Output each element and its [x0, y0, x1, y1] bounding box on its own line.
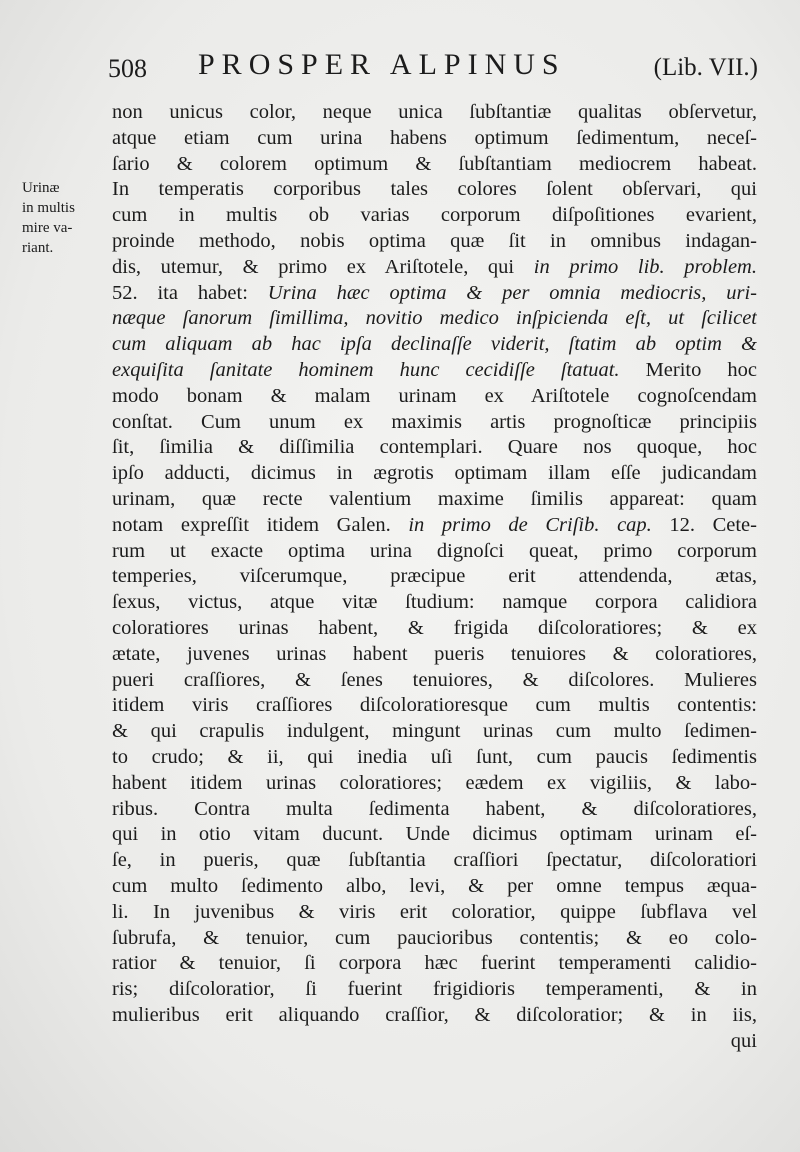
body-text: [112, 100, 757, 1054]
text-line: coloratiores urinas habent, & frigida diſcoloratiores; & ex: [112, 616, 757, 639]
text-line: næque ſanorum ſimillima, novitio medico inſpicienda eſt, ut ſcilicet: [112, 307, 757, 330]
marginal-note-line: riant.: [22, 240, 54, 256]
marginal-note-line: in multis: [22, 200, 75, 216]
text-line: cum multo ſedimento albo, levi, & per omne tempus æqua-: [112, 874, 757, 897]
text-line: ratior & tenuior, ſi corpora hæc fuerint temperamenti calidio-: [112, 952, 757, 975]
text-line: & qui crapulis indulgent, mingunt urinas cum multo ſedimen-: [112, 720, 757, 743]
text-line: cum in multis ob varias corporum diſpoſitiones evarient,: [112, 204, 757, 227]
text-line: itidem viris craſſiores diſcoloratioresque cum multis contentis:: [112, 694, 757, 717]
text-line: cum aliquam ab hac ipſa declinaſſe viderit, ſtatim ab optim &: [112, 333, 757, 356]
text-line: ris; diſcoloratior, ſi fuerint frigidioris temperamenti, & in: [112, 978, 757, 1001]
text-line: conſtat. Cum unum ex maximis artis prognoſticæ principiis: [112, 410, 757, 433]
text-line: li. In juvenibus & viris erit coloratior, quippe ſubflava vel: [112, 900, 757, 923]
running-title: PROSPER ALPINUS: [198, 48, 566, 81]
text-line: to crudo; & ii, qui inedia uſi ſunt, cum paucis ſedimentis: [112, 745, 757, 768]
marginal-note: [22, 178, 100, 258]
text-line: ribus. Contra multa ſedimenta habent, & diſcoloratiores,: [112, 797, 757, 820]
marginal-note-line: mire va-: [22, 220, 73, 236]
text-line: urinam, quæ recte valentium maxime ſimilis appareat: quam: [112, 487, 757, 510]
text-line: atque etiam cum urina habens optimum ſedimentum, neceſ-: [112, 126, 757, 149]
book-reference: (Lib. VII.): [653, 54, 758, 81]
text-line: ſario & colorem optimum & ſubſtantiam mediocrem habeat.: [112, 152, 757, 175]
text-line: non unicus color, neque unica ſubſtantiæ qualitas obſervetur,: [112, 101, 757, 123]
text-line: temperies, viſcerumque, præcipue erit attendenda, ætas,: [112, 565, 757, 588]
text-line: ſit, ſimilia & diſſimilia contemplari. Quare nos quoque, hoc: [112, 436, 757, 459]
text-line: modo bonam & malam urinam ex Ariſtotele cognoſcendam: [112, 384, 757, 407]
text-line: dis, utemur, & primo ex Ariſtotele, qui in primo lib. problem.: [112, 255, 757, 278]
text-line: exquiſita ſanitate hominem hunc cecidiſſe ſtatuat. Merito hoc: [112, 358, 757, 381]
text-line: ipſo adducti, dicimus in ægrotis optimam illam eſſe judicandam: [112, 462, 757, 485]
page-number: 508: [108, 54, 147, 83]
running-head: [108, 48, 768, 92]
text-line: pueri craſſiores, & ſenes tenuiores, & diſcolores. Mulieres: [112, 668, 757, 691]
text-line: ætate, juvenes urinas habent pueris tenuiores & coloratiores,: [112, 642, 757, 665]
text-line: ſexus, victus, atque vitæ ſtudium: namque corpora calidiora: [112, 591, 757, 614]
text-line: mulieribus erit aliquando craſſior, & diſcoloratior; & in iis,: [112, 1003, 757, 1026]
text-line: rum ut exacte optima urina dignoſci queat, primo corporum: [112, 539, 757, 562]
text-line: notam expreſſit itidem Galen. in primo de Criſib. cap. 12. Cete-: [112, 513, 757, 536]
text-line: qui in otio vitam ducunt. Unde dicimus optimam urinam eſ-: [112, 823, 757, 846]
text-line: habent itidem urinas coloratiores; eædem ex vigiliis, & labo-: [112, 771, 757, 794]
text-line: ſe, in pueris, quæ ſubſtantia craſſiori ſpectatur, diſcoloratiori: [112, 849, 757, 872]
marginal-note-line: Urinæ: [22, 180, 60, 196]
text-line: ſubrufa, & tenuior, cum paucioribus contentis; & eo colo-: [112, 926, 757, 949]
text-line: proinde methodo, nobis optima quæ ſit in omnibus indagan-: [112, 229, 757, 252]
text-line: 52. ita habet: Urina hæc optima & per omnia mediocris, uri-: [112, 281, 757, 304]
catchword: qui: [730, 1029, 757, 1052]
text-line: In temperatis corporibus tales colores ſolent obſervari, qui: [112, 178, 757, 201]
